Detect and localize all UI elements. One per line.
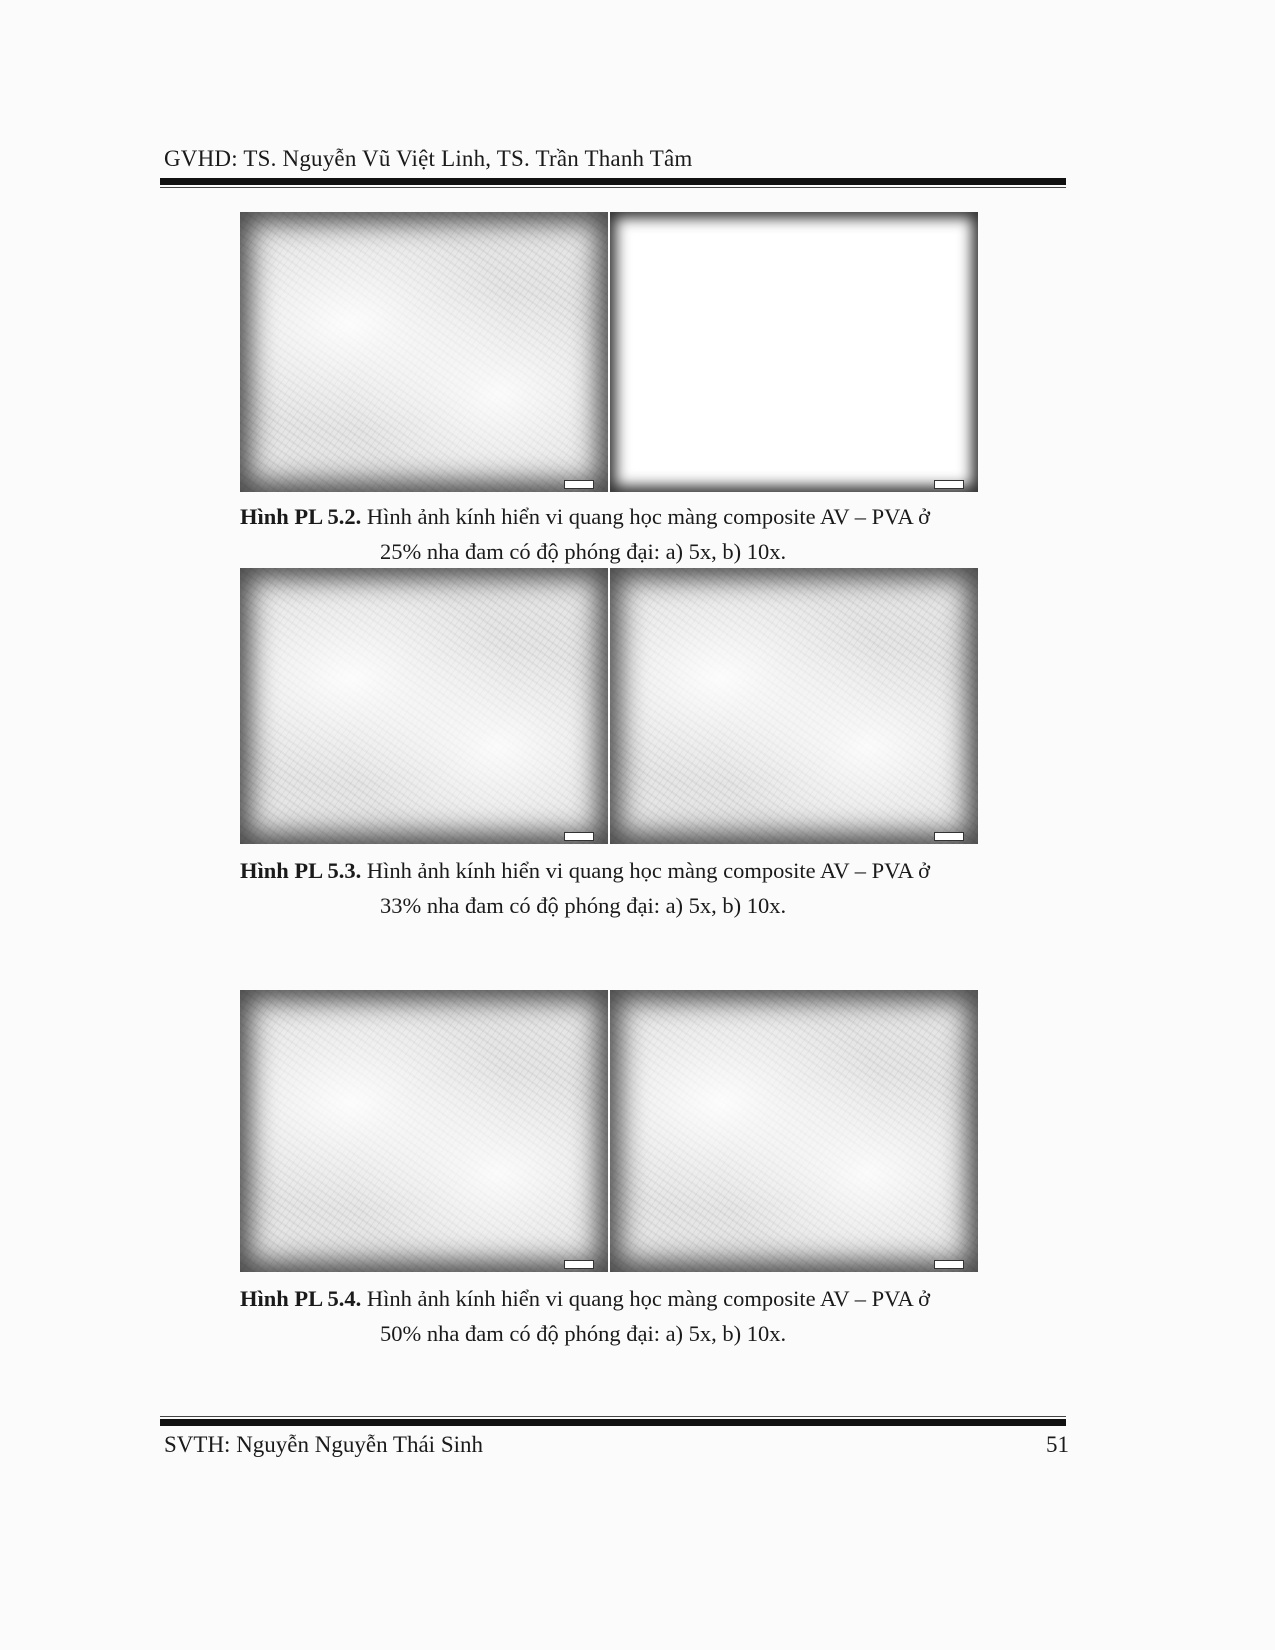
micrograph-a xyxy=(240,212,608,492)
page-number: 51 xyxy=(1046,1432,1069,1457)
caption-line-1: Hình ảnh kính hiển vi quang học màng composite AV – PVA ở xyxy=(366,504,931,529)
header-rule-thin xyxy=(160,187,1066,188)
footer-author: SVTH: Nguyễn Nguyễn Thái Sinh xyxy=(164,1432,484,1457)
scale-bar xyxy=(934,832,964,841)
figure-caption xyxy=(240,853,1040,923)
caption-line-2: 33% nha đam có độ phóng đại: a) 5x, b) 10x. xyxy=(380,893,787,918)
scale-bar xyxy=(934,1260,964,1269)
figure-label: Hình PL 5.4. xyxy=(240,1286,362,1311)
scale-bar xyxy=(564,480,594,489)
page-header: GVHD: TS. Nguyễn Vũ Việt Linh, TS. Trần Thanh Tâm xyxy=(164,146,693,171)
figure-pl-5-4-images xyxy=(240,990,984,1272)
caption-line-1: Hình ảnh kính hiển vi quang học màng composite AV – PVA ở xyxy=(366,858,931,883)
caption-line-2: 25% nha đam có độ phóng đại: a) 5x, b) 10x. xyxy=(380,539,787,564)
header-rule xyxy=(160,178,1066,185)
footer-rule xyxy=(160,1419,1066,1426)
figure-pl-5-3-images xyxy=(240,568,984,844)
micrograph-a xyxy=(240,990,608,1272)
scale-bar xyxy=(564,1260,594,1269)
figure-label: Hình PL 5.3. xyxy=(240,858,362,883)
footer-rule-thin xyxy=(160,1416,1066,1417)
scale-bar xyxy=(564,832,594,841)
micrograph-b xyxy=(610,212,978,492)
scale-bar xyxy=(934,480,964,489)
figure-caption xyxy=(240,1281,1040,1351)
micrograph-a xyxy=(240,568,608,844)
figure-label: Hình PL 5.2. xyxy=(240,504,362,529)
figure-caption xyxy=(240,499,1040,569)
caption-line-2: 50% nha đam có độ phóng đại: a) 5x, b) 10x. xyxy=(380,1321,787,1346)
micrograph-b xyxy=(610,568,978,844)
figure-pl-5-2-images xyxy=(240,212,984,492)
caption-line-1: Hình ảnh kính hiển vi quang học màng composite AV – PVA ở xyxy=(366,1286,931,1311)
micrograph-b xyxy=(610,990,978,1272)
